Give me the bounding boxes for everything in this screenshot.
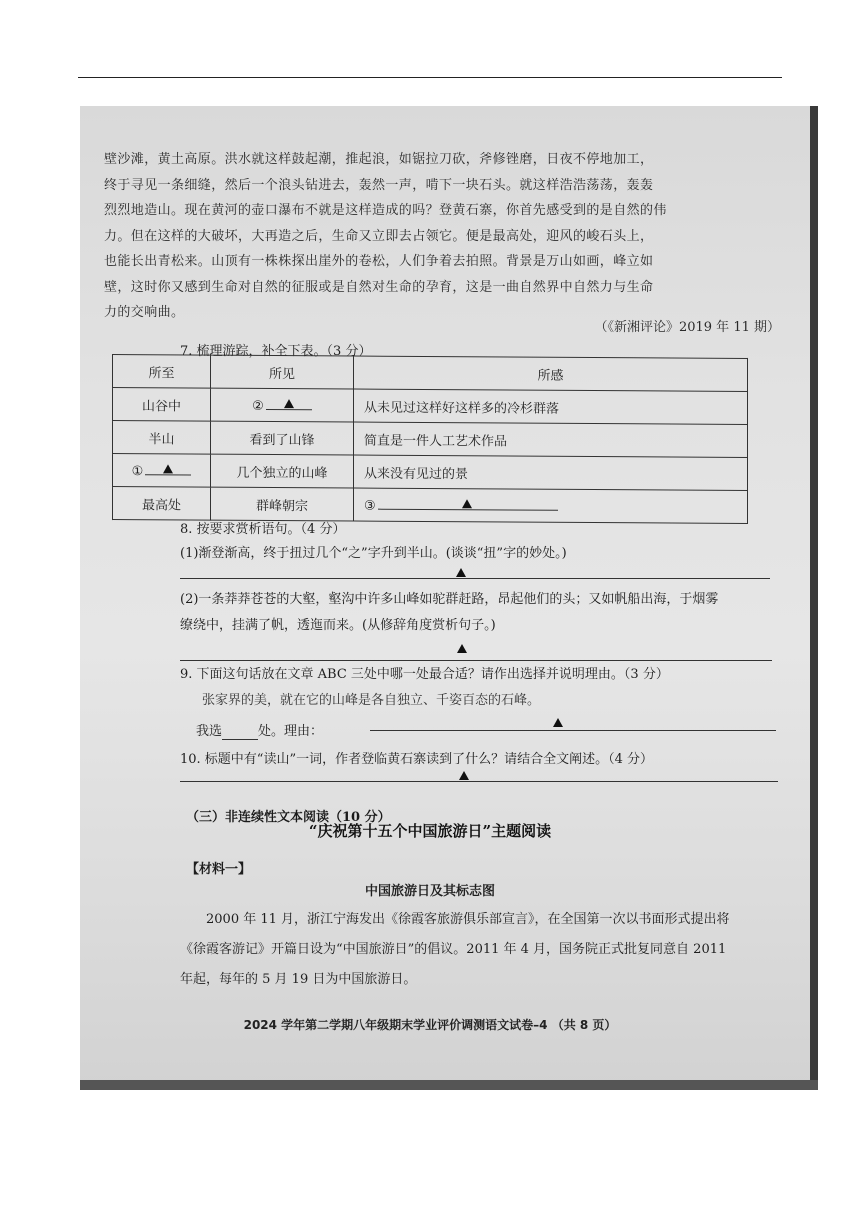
- passage-source: （《新湘评论》2019 年 11 期）: [594, 320, 780, 335]
- question-8-sub1: (1)渐登渐高，终于扭过几个“之”字升到半山。(谈谈“扭”字的妙处。): [180, 546, 567, 561]
- question-9-quote: 张家界的美，就在它的山峰是各自独立、千姿百态的石峰。: [202, 693, 541, 708]
- material-line: 2000 年 11 月，浙江宁海发出《徐霞客旅游俱乐部宣言》，在全国第一次以书面形式提出将: [206, 912, 730, 927]
- answer-line-9[interactable]: [370, 730, 776, 731]
- triangle-marker-icon: [456, 568, 466, 577]
- material-paragraph: [180, 905, 798, 995]
- header-felt: 所感: [354, 356, 748, 391]
- photo-dark-edge: [810, 106, 818, 1090]
- table-row: [113, 454, 748, 491]
- reason-label: 处。理由：: [258, 724, 324, 739]
- passage-line: 也能长出青松来。山顶有一株株探出崖外的卷松，人们争着去拍照。背景是万山如画，峰立如: [104, 254, 654, 269]
- material-label: 【材料一】: [186, 862, 252, 877]
- cell-felt: 简直是一件人工艺术作品: [354, 422, 748, 457]
- reading-passage: [104, 147, 744, 326]
- answer-blank[interactable]: [378, 496, 558, 510]
- question-10-prompt: 10. 标题中有“读山”一词，作者登临黄石寨读到了什么？请结合全文阐述。（4 分）: [180, 752, 654, 767]
- theme-title: “庆祝第十五个中国旅游日”主题阅读: [308, 822, 552, 840]
- passage-line: 终于寻见一条细缝，然后一个浪头钻进去，轰然一声，啃下一块石头。就这样浩浩荡荡，轰轰: [104, 177, 654, 193]
- passage-line: 壁，这时你又感到生命对自然的征服或是自然对生命的孕育，这是一曲自然界中自然力与生命: [104, 279, 654, 295]
- question-8-sub2-cont: 缭绕中，挂满了帆，透迤而来。(从修辞角度赏析句子。): [180, 618, 496, 633]
- answer-line-8-2[interactable]: [180, 660, 772, 661]
- material-line: 《徐霞客游记》开篇日设为“中国旅游日”的倡议。2011 年 4 月，国务院正式批复同意自 2011: [180, 942, 727, 957]
- cell-felt: 从来没有见过的景: [354, 455, 748, 490]
- cell-place: 半山: [113, 421, 211, 455]
- answer-line-10[interactable]: [180, 781, 778, 782]
- triangle-marker-icon: [553, 718, 563, 727]
- cell-place-blank[interactable]: [113, 454, 211, 488]
- cell-seen: 群峰朝宗: [211, 487, 354, 521]
- header-seen: 所见: [211, 355, 354, 389]
- triangle-marker-icon: [284, 399, 294, 408]
- material-line: 年起，每年的 5 月 19 日为中国旅游日。: [180, 972, 417, 987]
- triangle-marker-icon: [459, 771, 469, 780]
- answer-blank[interactable]: [266, 396, 312, 409]
- passage-line: 力。但在这样的大破坏，大再造之后，生命又立即去占领它。便是最高处，迎风的峻石头上，: [104, 228, 654, 244]
- cell-seen: 几个独立的山峰: [211, 454, 354, 488]
- section-3-title: （三）非连续性文本阅读（10 分）: [186, 810, 391, 825]
- cell-seen-blank[interactable]: [211, 388, 354, 422]
- triangle-marker-icon: [163, 464, 173, 473]
- page-footer: 2024 学年第二学期八年级期末学业评价调测语文试卷–4 （共 8 页）: [243, 1018, 617, 1032]
- passage-line: 力的交响曲。: [104, 305, 185, 320]
- triangle-marker-icon: [457, 644, 467, 653]
- choose-label: 我选: [196, 724, 223, 739]
- blank-marker: ①: [131, 463, 144, 479]
- passage-line: 壁沙滩，黄土高原。洪水就这样鼓起潮，推起浪，如锯拉刀砍，斧修锉磨，日夜不停地加工，: [104, 152, 654, 167]
- question-8-sub2: (2)一条莽莽苍苍的大壑，壑沟中许多山峰如驼群赶路，昂起他们的头；又如帆船出海，于烟雾: [180, 592, 719, 607]
- header-place: 所至: [113, 355, 211, 389]
- cell-place: 山谷中: [113, 388, 211, 422]
- cell-seen: 看到了山锋: [211, 421, 354, 455]
- triangle-marker-icon: [462, 499, 472, 508]
- question-9-choice: [196, 720, 323, 740]
- question-9-prompt: 9. 下面这句话放在文章 ABC 三处中哪一处最合适？请作出选择并说明理由。（3 分）: [180, 667, 669, 682]
- material-title: 中国旅游日及其标志图: [364, 884, 495, 899]
- passage-line: 烈烈地造山。现在黄河的壶口瀑布不就是这样造成的吗？登黄石寨，你首先感受到的是自然的伟: [104, 203, 667, 218]
- answer-line-8-1[interactable]: [180, 578, 770, 579]
- blank-marker: ②: [252, 398, 264, 414]
- answer-blank[interactable]: [145, 462, 191, 475]
- question-8-prompt: 8. 按要求赏析语句。（4 分）: [180, 522, 346, 537]
- cell-place: 最高处: [113, 487, 211, 521]
- question-7-prompt: 7. 梳理游踪，补全下表。（3 分）: [180, 344, 372, 359]
- choice-blank[interactable]: [222, 724, 258, 740]
- table-row: [113, 388, 748, 425]
- table-row: [113, 421, 748, 458]
- top-rule: [78, 77, 782, 78]
- itinerary-table: [112, 354, 748, 524]
- photo-dark-edge-bottom: [80, 1080, 818, 1090]
- blank-marker: ③: [364, 498, 376, 514]
- cell-felt: 从未见过这样好这样多的冷杉群落: [354, 389, 748, 424]
- cell-felt-blank[interactable]: [354, 488, 748, 523]
- table-header-row: [113, 355, 748, 392]
